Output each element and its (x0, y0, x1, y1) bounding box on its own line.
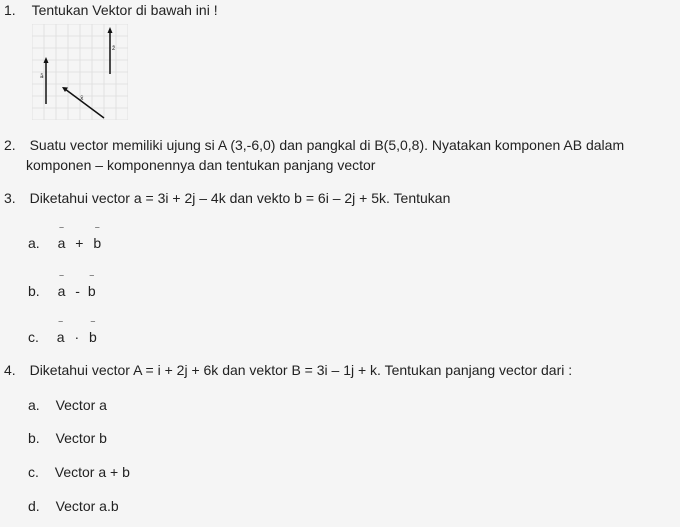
item-label: b. (28, 430, 40, 446)
question-text: Diketahui vector A = i + 2j + 6k dan vektor B = 3i – 1j + k. Tentukan panjang vector dari : (29, 362, 573, 378)
vector-b-symbol: ⁻ b (93, 224, 102, 251)
question-number: 4. (4, 362, 16, 378)
item-text: Vector a + b (54, 464, 130, 480)
question-number: 3. (4, 190, 16, 206)
question-3 (4, 190, 450, 206)
question-text-line-1: Suatu vector memiliki ujung si A (3,-6,0) dan pangkal di B(5,0,8). Nyatakan komponen AB dalam (29, 137, 625, 153)
item-label: c. (28, 329, 39, 345)
question-number: 2. (4, 137, 16, 153)
vector-a-symbol: ⁻ a (56, 318, 65, 345)
item-text: Vector a.b (55, 498, 119, 514)
question-text: Tentukan Vektor di bawah ini ! (31, 2, 218, 18)
vector-a-symbol: ⁻ a (57, 272, 66, 299)
question-2-continued (26, 157, 375, 173)
item-label: a. (28, 235, 40, 251)
item-label: d. (28, 498, 40, 514)
question-1 (4, 2, 218, 18)
vector-a-label: ā (40, 73, 44, 80)
operator: + (75, 235, 84, 251)
item-text: Vector b (55, 430, 107, 446)
q4-item-c (28, 464, 130, 480)
question-text: Diketahui vector a = 3i + 2j – 4k dan vekto b = 6i – 2j + 5k. Tentukan (29, 190, 451, 206)
vector-z-arrowhead (108, 27, 113, 33)
question-2 (4, 137, 624, 153)
vector-x-label: x̄ (80, 95, 84, 102)
vector-b-symbol: ⁻ b (87, 272, 96, 299)
q4-item-a (28, 397, 107, 413)
vector-b-symbol: ⁻ b (89, 318, 97, 345)
q4-item-d (28, 498, 119, 514)
operator: - (75, 283, 80, 299)
item-label: b. (28, 283, 40, 299)
q3-item-b (28, 272, 96, 299)
vector-z-label: z̄ (112, 45, 116, 52)
operator: · (74, 329, 80, 345)
q3-item-a (28, 224, 102, 251)
q4-item-b (28, 430, 107, 446)
vector-grid-figure (32, 24, 128, 120)
question-4 (4, 362, 572, 378)
question-number: 1. (4, 2, 16, 18)
question-text-line-2: komponen – komponennya dan tentukan panjang vector (26, 157, 376, 173)
vector-x-arrow (65, 89, 104, 118)
vector-a-symbol: ⁻ a (57, 224, 66, 251)
item-label: c. (28, 464, 39, 480)
item-text: Vector a (55, 397, 107, 413)
item-label: a. (28, 397, 40, 413)
q3-item-c (28, 318, 97, 345)
